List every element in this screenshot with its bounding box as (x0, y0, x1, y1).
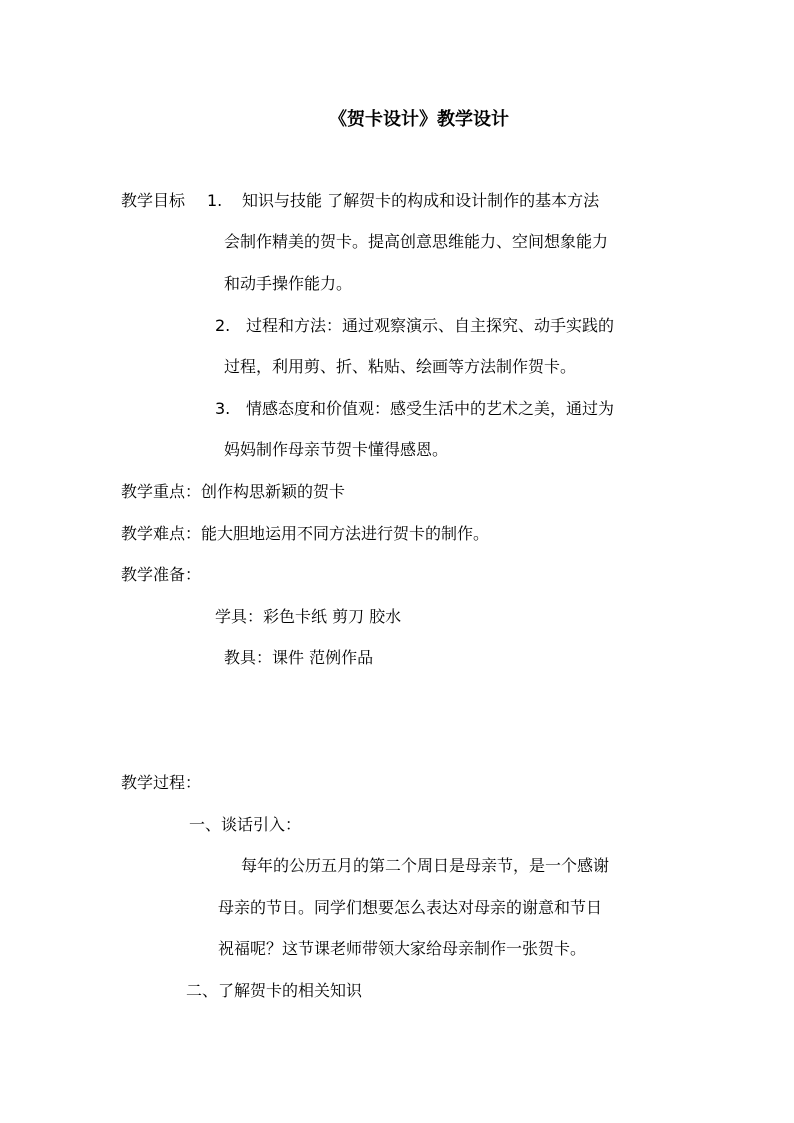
objective-1-line-2: 会制作精美的贺卡。提高创意思维能力、空间想象能力 (224, 232, 609, 251)
objective-3-number: 3. (215, 399, 231, 418)
teacher-tools: 教具：课件 范例作品 (224, 648, 374, 667)
objectives-label: 教学目标 (121, 191, 186, 210)
objective-2-line-2: 过程，利用剪、折、粘贴、绘画等方法制作贺卡。 (224, 357, 577, 376)
objective-3-line-2: 妈妈制作母亲节贺卡懂得感恩。 (224, 440, 449, 459)
section-1-line-1: 每年的公历五月的第二个周日是母亲节，是一个感谢 (241, 856, 610, 875)
section-1-line-3: 祝福呢？这节课老师带领大家给母亲制作一张贺卡。 (218, 939, 587, 958)
student-tools: 学具：彩色卡纸 剪刀 胶水 (215, 607, 402, 626)
section-1-line-2: 母亲的节日。同学们想要怎么表达对母亲的谢意和节日 (218, 898, 603, 917)
objective-1-line-1: 知识与技能 了解贺卡的构成和设计制作的基本方法 (242, 191, 600, 210)
process-label: 教学过程： (121, 773, 202, 792)
page-title: 《贺卡设计》教学设计 (329, 109, 509, 130)
section-2-heading: 二、了解贺卡的相关知识 (186, 981, 363, 1000)
objective-1-line-3: 和动手操作能力。 (224, 274, 353, 293)
preparation-label: 教学准备： (121, 565, 202, 584)
section-1-heading: 一、谈话引入： (189, 815, 302, 834)
objective-1-number: 1. (207, 191, 223, 210)
key-point: 教学重点：创作构思新颖的贺卡 (121, 482, 346, 501)
objective-3-line-1: 情感态度和价值观：感受生活中的艺术之美，通过为 (246, 399, 615, 418)
difficult-point: 教学难点：能大胆地运用不同方法进行贺卡的制作。 (121, 524, 490, 543)
objective-2-number: 2. (215, 316, 231, 335)
objective-2-line-1: 过程和方法：通过观察演示、自主探究、动手实践的 (246, 316, 615, 335)
